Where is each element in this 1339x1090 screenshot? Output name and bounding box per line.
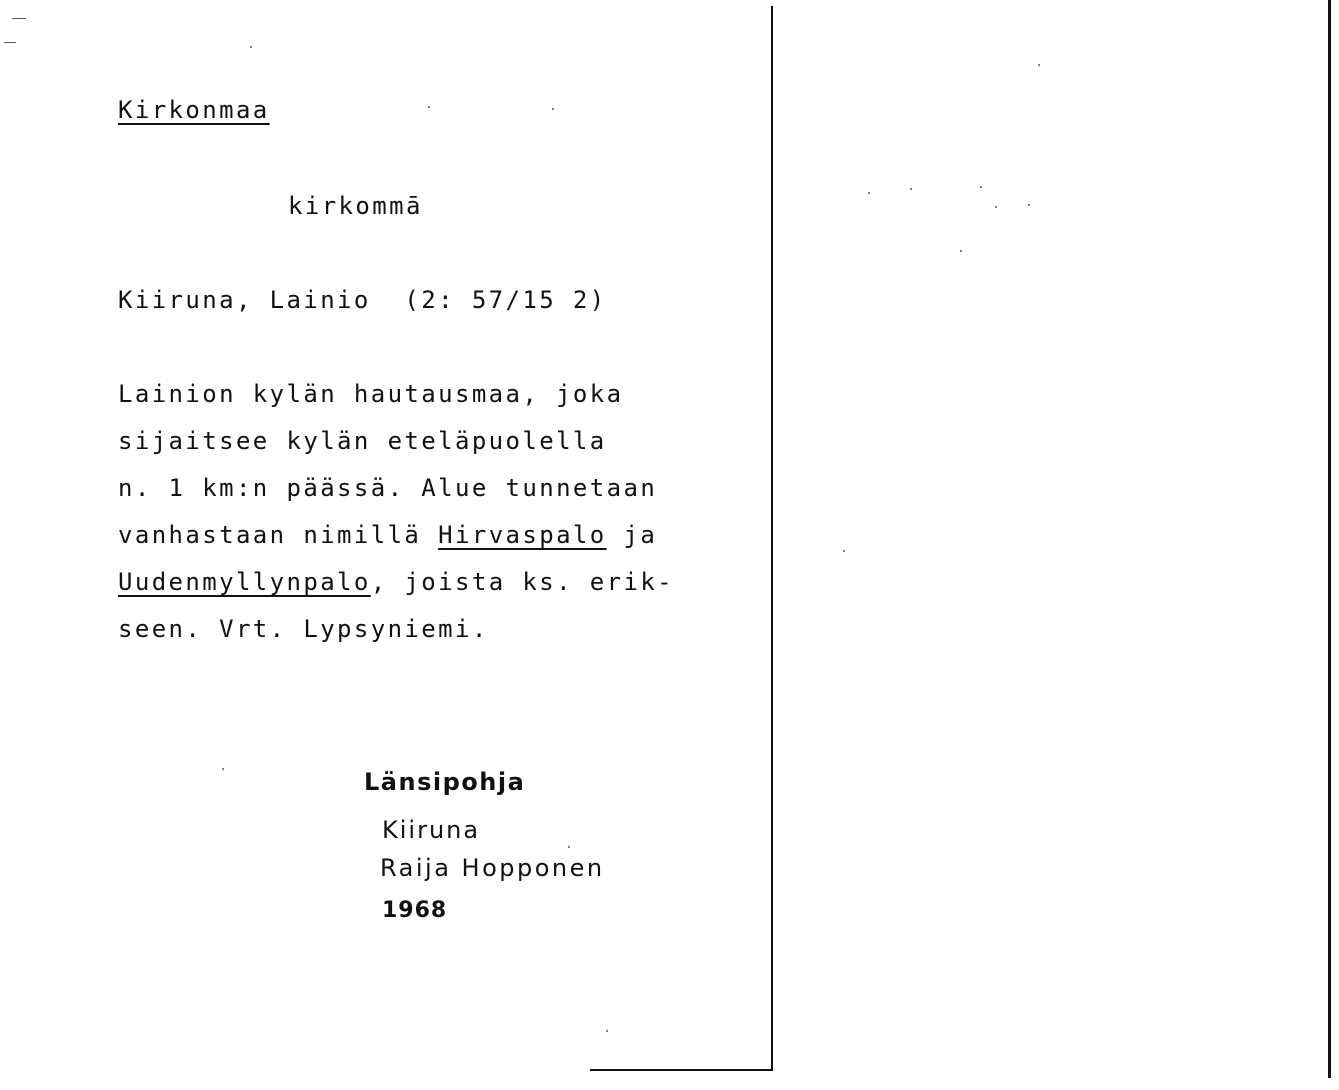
scan-speck	[222, 768, 224, 770]
description-line-5	[118, 568, 674, 596]
stamp-year: 1968	[382, 898, 448, 923]
description-line-2: sijaitsee kylän eteläpuolella	[118, 427, 607, 455]
description-text: , joista ks. erik-	[370, 568, 675, 596]
scan-speck	[552, 108, 554, 110]
scan-speck	[960, 250, 962, 252]
card-bottom-line	[590, 1069, 773, 1071]
scan-speck	[980, 186, 982, 188]
scan-speck	[1038, 64, 1040, 66]
scan-speck	[910, 188, 912, 190]
card-divider-line	[771, 6, 773, 1070]
stamp-collector: Raija Hopponen	[380, 854, 605, 882]
description-line-1: Lainion kylän hautausmaa, joka	[118, 380, 624, 408]
description-line-6: seen. Vrt. Lypsyniemi.	[118, 615, 489, 643]
card-right-edge-line	[1328, 0, 1331, 1078]
stamp-region: Länsipohja	[364, 768, 526, 796]
scan-speck	[1028, 204, 1030, 206]
stamp-parish: Kiiruna	[382, 816, 481, 844]
headword: Kirkonmaa	[118, 96, 270, 124]
description-line-3: n. 1 km:n päässä. Alue tunnetaan	[118, 474, 658, 502]
description-text: vanhastaan nimillä	[118, 521, 439, 549]
scan-speck	[995, 206, 997, 208]
scan-speck	[12, 18, 26, 19]
scan-speck	[4, 42, 16, 43]
cross-reference-uudenmyllynpalo: Uudenmyllynpalo	[118, 568, 371, 596]
scan-speck	[606, 1030, 608, 1032]
description-text: ja	[606, 521, 658, 549]
scan-speck	[568, 846, 570, 848]
location-line: Kiiruna, Lainio (2: 57/15 2)	[118, 286, 607, 314]
scan-speck	[868, 192, 870, 194]
scan-speck	[250, 46, 252, 48]
pronunciation: kirkommā	[288, 192, 423, 220]
cross-reference-hirvaspalo: Hirvaspalo	[438, 521, 607, 549]
scan-speck	[843, 550, 845, 552]
description-line-4	[118, 521, 657, 549]
scan-speck	[428, 106, 430, 108]
